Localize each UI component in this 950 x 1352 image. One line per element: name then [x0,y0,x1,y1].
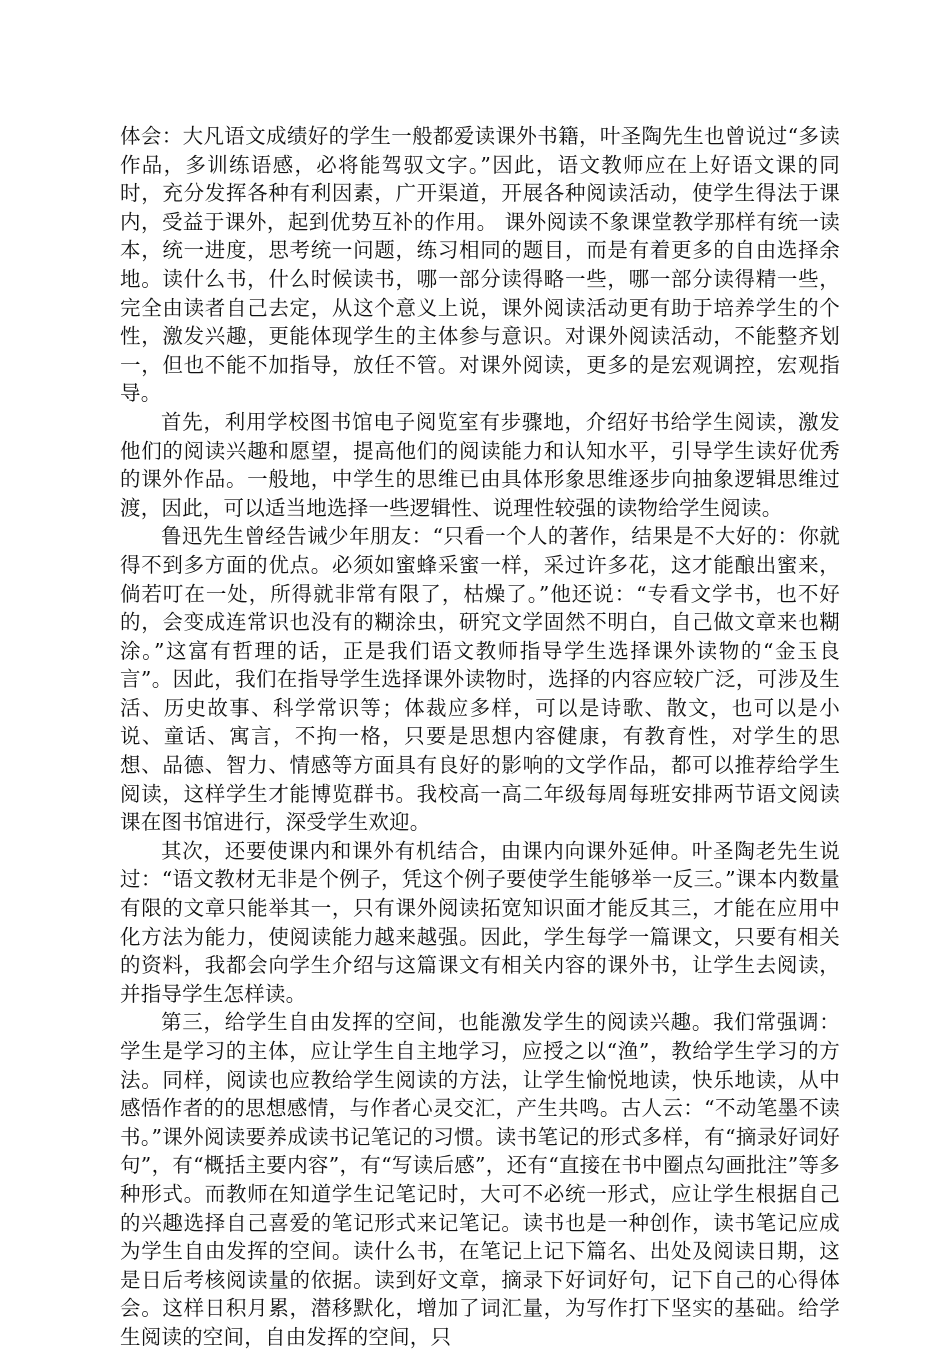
paragraph-first: 首先，利用学校图书馆电子阅览室有步骤地，介绍好书给学生阅读，激发他们的阅读兴趣和愿望，提高他们的阅读能力和认知水平，引导学生读好优秀的课外作品。一般地，中学生的思维已由具体形象思维逐步向抽象逻辑思维过渡，因此，可以适当地选择一些逻辑性、说理性较强的读物给学生阅读。 [120,409,840,520]
document-body [120,122,840,1352]
paragraph-lu-xun: 鲁迅先生曾经告诫少年朋友：“只看一个人的著作，结果是不大好的：你就得不到多方面的优点。必须如蜜蜂采蜜一样，采过许多花，这才能酿出蜜来，倘若叮在一处，所得就非常有限了，枯燥了。”他还说：“专看文学书，也不好的，会变成连常识也没有的糊涂虫，研究文学固然不明白，自己做文章来也糊涂。”这富有哲理的话，正是我们语文教师指导学生选择课外读物的“金玉良言”。因此，我们在指导学生选择课外读物时，选择的内容应较广泛，可涉及生活、历史故事、科学常识等；体裁应多样，可以是诗歌、散文，也可以是小说、童话、寓言，不拘一格，只要是思想内容健康，有教育性，对学生的思想、品德、智力、情感等方面具有良好的影响的文学作品，都可以推荐给学生阅读，这样学生才能博览群书。我校高一高二年级每周每班安排两节语文阅读课在图书馆进行，深受学生欢迎。 [120,524,840,835]
paragraph-intro: 体会：大凡语文成绩好的学生一般都爱读课外书籍，叶圣陶先生也曾说过“多读作品，多训练语感，必将能驾驭文字。”因此，语文教师应在上好语文课的同时，充分发挥各种有利因素，广开渠道，开展各种阅读活动，使学生得法于课内，受益于课外，起到优势互补的作用。 课外阅读不象课堂教学那样有统一读本，统一进度，思考统一问题，练习相同的题目，而是有着更多的自由选择余地。读什么书，什么时候读书，哪一部分读得略一些，哪一部分读得精一些，完全由读者自己去定，从这个意义上说，课外阅读活动更有助于培养学生的个性，激发兴趣，更能体现学生的主体参与意识。对课外阅读活动，不能整齐划一，但也不能不加指导，放任不管。对课外阅读，更多的是宏观调控，宏观指导。 [120,124,840,406]
paragraph-second: 其次，还要使课内和课外有机结合，由课内向课外延伸。叶圣陶老先生说过：“语文教材无非是个例子，凭这个例子要使学生能够举一反三。”课本内数量有限的文章只能举其一，只有课外阅读拓宽知识面才能反其三，才能在应用中化方法为能力，使阅读能力越来越强。因此，学生每学一篇课文，只要有相关的资料，我都会向学生介绍与这篇课文有相关内容的课外书，让学生去阅读，并指导学生怎样读。 [120,838,840,1006]
paragraph-third: 第三，给学生自由发挥的空间，也能激发学生的阅读兴趣。我们常强调：学生是学习的主体，应让学生自主地学习，应授之以“渔”，教给学生学习的方法。同样，阅读也应教给学生阅读的方法，让学生愉悦地读，快乐地读，从中感悟作者的的思想感情，与作者心灵交汇，产生共鸣。古人云：“不动笔墨不读书。”课外阅读要养成读书记笔记的习惯。读书笔记的形式多样，有“摘录好词好句”，有“概括主要内容”，有“写读后感”，还有“直接在书中圈点勾画批注”等多种形式。而教师在知道学生记笔记时，大可不必统一形式，应让学生根据自己的兴趣选择自己喜爱的笔记形式来记笔记。读书也是一种创作，读书笔记应成为学生自由发挥的空间。读什么书，在笔记上记下篇名、出处及阅读日期，这是日后考核阅读量的依据。读到好文章，摘录下好词好句，记下自己的心得体会。这样日积月累，潜移默化，增加了词汇量，为写作打下坚实的基础。给学生阅读的空间，自由发挥的空间，只 [120,1010,840,1349]
